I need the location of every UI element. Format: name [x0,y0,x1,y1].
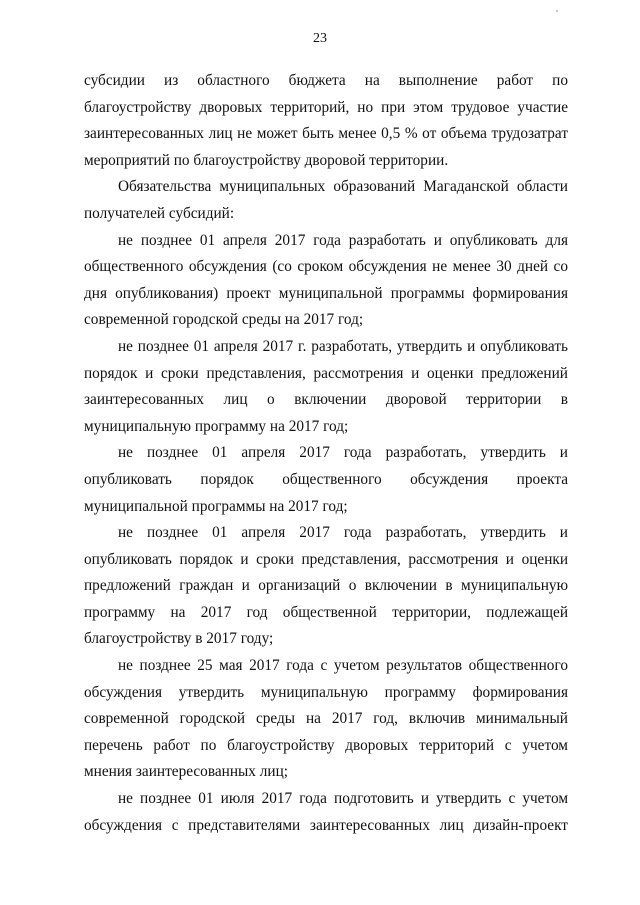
paragraph-item-public-territory: не позднее 01 апреля 2017 года разработать, утвердить и опубликовать порядок и сроки представления, рассмотрения и оценки предложений граждан и организаций о включении в муниципальную программу на 2017 год общественной территории, подлежащей благоустройству в 2017 году; [84,524,568,648]
paragraph-obligations-intro: Обязательства муниципальных образований Магаданской области получателей субсидий: [84,178,568,222]
paragraph-item-program-approval: не позднее 25 мая 2017 года с учетом результатов общественного обсуждения утвердить муниципальную программу формирования современной городской среды на 2017 год, включив минимальный перечень работ по благоустройству дворовых территорий с учетом мнения заинтересованных лиц; [84,657,568,781]
page-number: 23 [313,31,327,46]
paragraph-item-public-discussion: не позднее 01 апреля 2017 года разработать, утвердить и опубликовать порядок общественного обсуждения проекта муниципальной программы на 2017 год; [84,444,568,515]
paragraph-continuation: субсидии из областного бюджета на выполнение работ по благоустройству дворовых территорий, но при этом трудовое участие заинтересованных лиц не может быть менее 0,5 % от объема трудозатрат мероприятий по благоустройству дворовой территории. [84,72,568,169]
paragraph-item-program-draft: не позднее 01 апреля 2017 года разработать и опубликовать для общественного обсуждения (со сроком обсуждения не менее 30 дней со дня опубликования) проект муниципальной программы формирования современной городской среды на 2017 год; [84,231,568,329]
paragraph-item-yard-proposals: не позднее 01 апреля 2017 г. разработать, утвердить и опубликовать порядок и сроки представления, рассмотрения и оценки предложений заинтересованных лиц о включении дворовой территории в муниципальную программу на 2017 год; [84,337,568,435]
paragraph-item-design-project: не позднее 01 июля 2017 года подготовить и утвердить с учетом обсуждения с представителями заинтересованных лиц дизайн-проект [84,790,568,834]
document-body [84,68,568,839]
scan-artifact-dot [556,10,558,12]
